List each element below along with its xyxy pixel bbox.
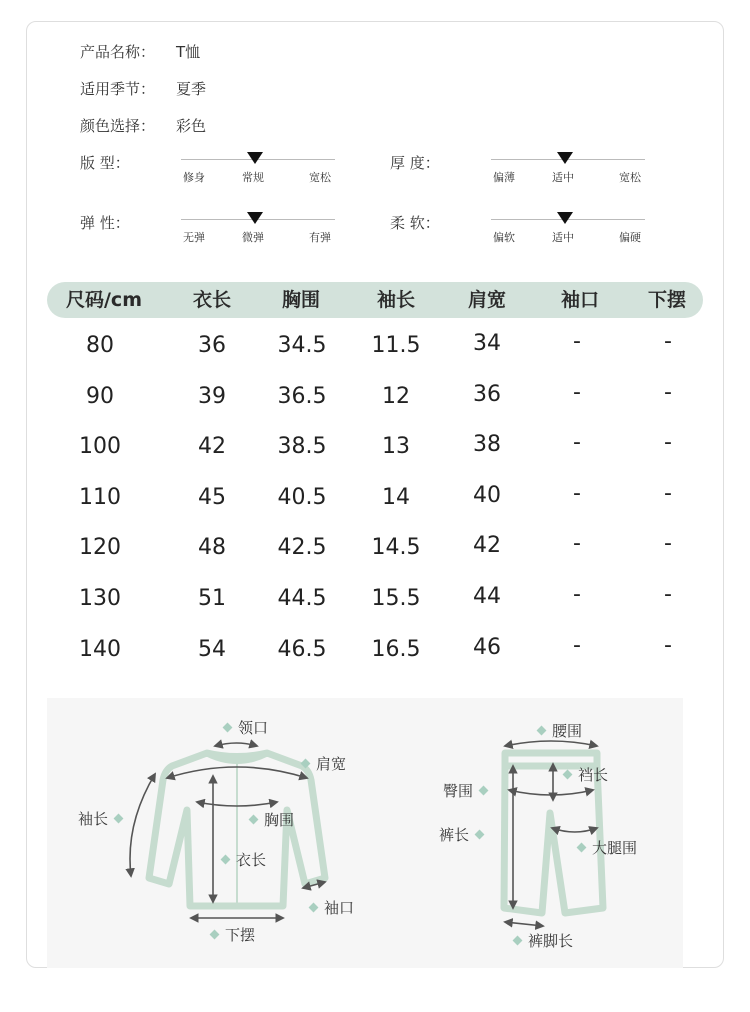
table-row	[0, 633, 750, 677]
table-cell: -	[573, 481, 581, 506]
label-text: 袖口	[324, 899, 355, 917]
header-cuff: 袖口	[560, 289, 600, 311]
size-table-header	[47, 282, 703, 318]
table-cell: 14.5	[371, 535, 421, 560]
label-hem	[204, 924, 255, 945]
table-cell: 13	[382, 434, 410, 459]
scale-option: 微弹	[242, 231, 264, 244]
scale-thickness	[491, 148, 645, 188]
table-row	[0, 329, 750, 373]
scale-option: 偏薄	[493, 171, 515, 184]
label-text: 领口	[238, 719, 269, 737]
table-cell: -	[664, 582, 672, 607]
label-leg-opening	[507, 930, 573, 951]
table-cell: 140	[79, 637, 121, 662]
table-row	[0, 430, 750, 474]
table-cell: 42	[198, 434, 226, 459]
diamond-icon	[513, 936, 523, 946]
table-cell: -	[573, 430, 581, 455]
diamond-icon	[249, 815, 259, 825]
label-text: 腰围	[552, 722, 583, 740]
label-text: 下摆	[225, 926, 256, 944]
table-cell: 42.5	[277, 535, 327, 560]
info-value: 夏季	[176, 80, 207, 98]
table-cell: 46	[473, 635, 501, 660]
header-sleeve: 袖长	[376, 289, 416, 311]
scale-label-softness: 柔 软：	[390, 214, 440, 232]
table-cell: -	[573, 633, 581, 658]
label-crotch	[557, 764, 608, 785]
table-cell: 51	[198, 586, 226, 611]
label-waist	[531, 720, 582, 741]
table-cell: 100	[79, 434, 121, 459]
diamond-icon	[475, 830, 485, 840]
table-cell: 48	[198, 535, 226, 560]
label-text: 袖长	[78, 810, 109, 828]
info-product-name	[80, 41, 200, 62]
info-color	[80, 115, 206, 136]
table-row	[0, 531, 750, 575]
info-season	[80, 78, 206, 99]
scale-option: 无弹	[183, 231, 205, 244]
scale-label-thickness: 厚 度：	[390, 154, 440, 172]
label-collar	[217, 717, 268, 738]
table-cell: 42	[473, 533, 501, 558]
label-sleeve	[78, 808, 129, 829]
table-cell: -	[573, 531, 581, 556]
label-text: 裆长	[578, 766, 609, 784]
info-value: T恤	[176, 43, 201, 61]
table-cell: 36	[473, 382, 501, 407]
label-hip	[443, 780, 494, 801]
label-cuff	[303, 897, 354, 918]
table-cell: 120	[79, 535, 121, 560]
garment-illustration	[47, 698, 683, 968]
header-chest: 胸围	[281, 289, 321, 311]
scale-label-stretch: 弹 性：	[80, 214, 130, 232]
scale-label-fit: 版 型：	[80, 154, 130, 172]
table-cell: 39	[198, 384, 226, 409]
table-cell: 40.5	[277, 485, 327, 510]
header-size: 尺码/cm	[65, 289, 143, 311]
scale-softness	[491, 208, 645, 248]
table-cell: -	[664, 531, 672, 556]
label-text: 肩宽	[316, 755, 347, 773]
scale-option: 常规	[242, 171, 264, 184]
label-shoulder	[295, 753, 346, 774]
info-label: 颜色选择：	[80, 117, 156, 135]
table-cell: 44.5	[277, 586, 327, 611]
scale-stretch	[181, 208, 335, 248]
scale-option: 偏硬	[619, 231, 641, 244]
diamond-icon	[221, 855, 231, 865]
label-pants-length	[439, 824, 490, 845]
table-cell: -	[573, 380, 581, 405]
diamond-icon	[537, 726, 547, 736]
table-cell: 38.5	[277, 434, 327, 459]
scale-option: 适中	[552, 171, 574, 184]
table-cell: -	[573, 582, 581, 607]
label-text: 臀围	[443, 782, 474, 800]
table-cell: 110	[79, 485, 121, 510]
table-cell: 38	[473, 432, 501, 457]
label-text: 胸围	[264, 811, 295, 829]
diamond-icon	[301, 759, 311, 769]
table-row	[0, 481, 750, 525]
table-cell: 40	[473, 483, 501, 508]
diamond-icon	[577, 843, 587, 853]
header-hem: 下摆	[647, 289, 687, 311]
table-cell: 46.5	[277, 637, 327, 662]
label-thigh	[571, 837, 637, 858]
table-cell: -	[573, 329, 581, 354]
scale-fit	[181, 148, 335, 188]
table-cell: -	[664, 380, 672, 405]
label-text: 衣长	[236, 851, 267, 869]
table-cell: 11.5	[371, 333, 421, 358]
scale-option: 有弹	[309, 231, 331, 244]
table-cell: -	[664, 329, 672, 354]
info-label: 适用季节：	[80, 80, 156, 98]
label-text: 裤脚长	[528, 932, 574, 950]
table-cell: 16.5	[371, 637, 421, 662]
table-cell: 15.5	[371, 586, 421, 611]
diamond-icon	[223, 723, 233, 733]
scale-option: 宽松	[309, 171, 331, 184]
table-cell: -	[664, 481, 672, 506]
table-row	[0, 380, 750, 424]
info-value: 彩色	[176, 117, 207, 135]
table-cell: 45	[198, 485, 226, 510]
scale-option: 修身	[183, 171, 205, 184]
table-cell: -	[664, 633, 672, 658]
diamond-icon	[114, 814, 124, 824]
scale-option: 适中	[552, 231, 574, 244]
table-cell: 14	[382, 485, 410, 510]
table-cell: 130	[79, 586, 121, 611]
table-cell: 34	[473, 331, 501, 356]
table-cell: 90	[86, 384, 114, 409]
diamond-icon	[309, 903, 319, 913]
table-cell: 36	[198, 333, 226, 358]
scale-marker-icon	[557, 152, 573, 164]
diamond-icon	[563, 770, 573, 780]
header-length: 衣长	[192, 289, 232, 311]
scale-marker-icon	[247, 152, 263, 164]
table-cell: -	[664, 430, 672, 455]
table-cell: 54	[198, 637, 226, 662]
table-cell: 34.5	[277, 333, 327, 358]
scale-marker-icon	[557, 212, 573, 224]
table-cell: 80	[86, 333, 114, 358]
table-cell: 12	[382, 384, 410, 409]
label-length	[215, 849, 266, 870]
info-label: 产品名称：	[80, 43, 156, 61]
table-cell: 44	[473, 584, 501, 609]
measurement-diagram	[47, 698, 683, 968]
label-text: 大腿围	[592, 839, 638, 857]
diamond-icon	[210, 930, 220, 940]
header-shoulder: 肩宽	[467, 289, 507, 311]
scale-option: 宽松	[619, 171, 641, 184]
label-chest	[243, 809, 294, 830]
label-text: 裤长	[439, 826, 470, 844]
scale-marker-icon	[247, 212, 263, 224]
scale-option: 偏软	[493, 231, 515, 244]
table-row	[0, 582, 750, 626]
diamond-icon	[479, 786, 489, 796]
table-cell: 36.5	[277, 384, 327, 409]
